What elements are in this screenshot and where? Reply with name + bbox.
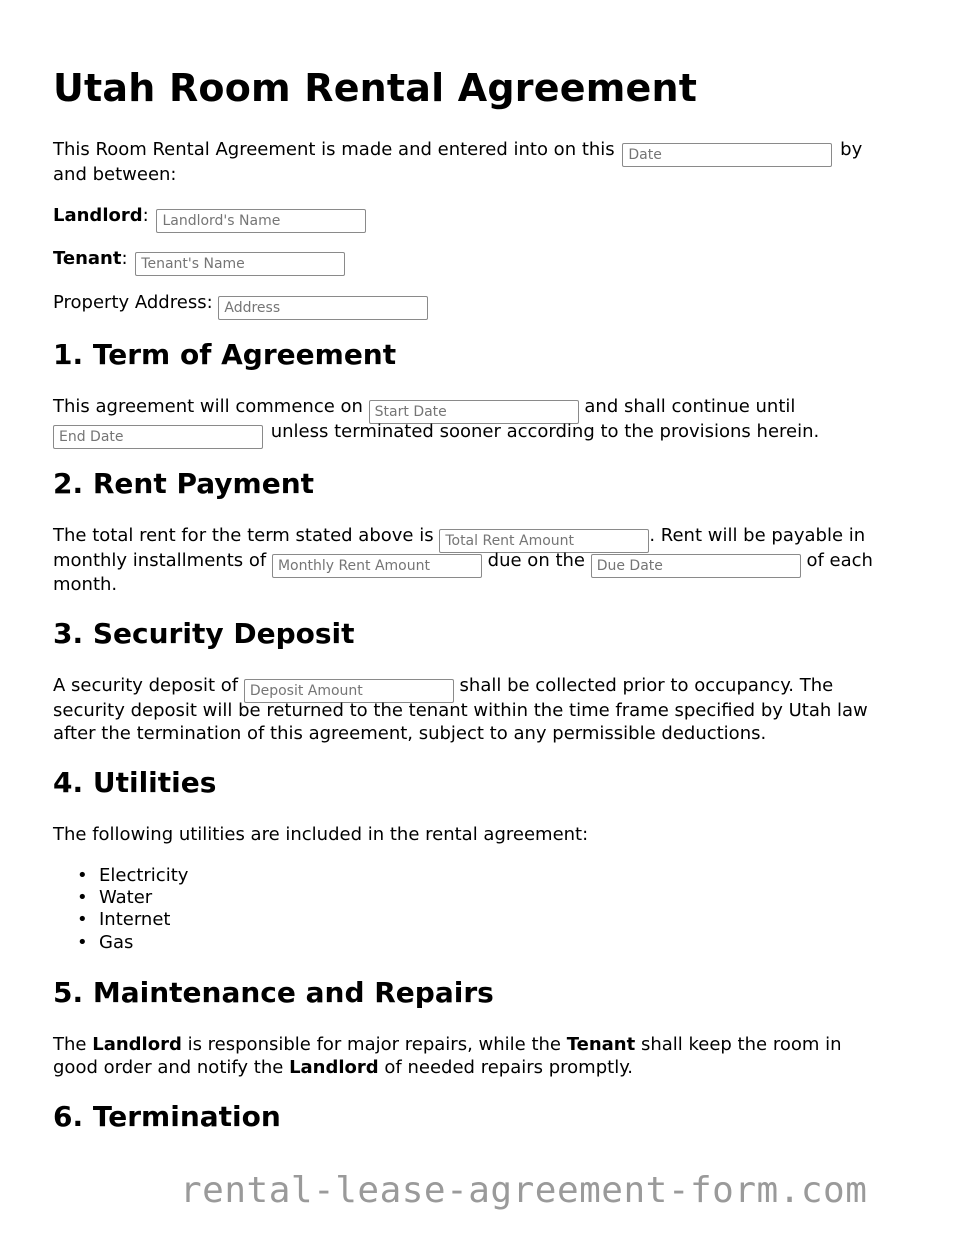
term-text: This agreement will commence on (53, 396, 363, 417)
section-heading-deposit: 3. Security Deposit (53, 617, 355, 650)
section-heading-utilities: 4. Utilities (53, 766, 217, 799)
rent-line-3: month. (53, 574, 118, 595)
utilities-intro: The following utilities are included in the rental agreement: (53, 824, 589, 845)
deposit-line-2: security deposit will be returned to the tenant within the time frame specified by Utah law (53, 700, 868, 721)
intro-line-2: and between: (53, 164, 177, 185)
rent-text-5: of each (806, 550, 873, 571)
tenant-row (53, 247, 345, 276)
due-date-field[interactable] (591, 554, 801, 578)
rent-text-3: monthly installments of (53, 550, 267, 571)
intro-text: This Room Rental Agreement is made and entered into on this (53, 139, 615, 160)
address-field[interactable] (218, 296, 428, 320)
maintenance-tenant: Tenant (566, 1034, 636, 1055)
section-heading-term: 1. Term of Agreement (53, 338, 397, 371)
watermark: rental-lease-agreement-form.com (180, 1170, 868, 1211)
section-heading-maintenance: 5. Maintenance and Repairs (53, 976, 494, 1009)
landlord-name-field[interactable] (156, 209, 366, 233)
landlord-colon: : (142, 205, 149, 226)
section-heading-termination: 6. Termination (53, 1100, 281, 1133)
landlord-label: Landlord (53, 205, 143, 226)
list-item-text: Gas (99, 932, 134, 953)
maintenance-line-2 (53, 1056, 633, 1080)
maintenance-text-3: shall keep the room in (640, 1034, 842, 1055)
section-heading-rent: 2. Rent Payment (53, 467, 315, 500)
deposit-text-2: shall be collected prior to occupancy. The (459, 675, 834, 696)
date-field[interactable] (622, 143, 832, 167)
end-date-field[interactable] (53, 425, 263, 449)
address-label: Property Address: (53, 292, 213, 313)
deposit-line-3: after the termination of this agreement, subject to any permissible deductions. (53, 723, 767, 744)
bullet: • (77, 932, 88, 953)
address-row (53, 291, 428, 320)
term-line-2 (53, 420, 819, 449)
maintenance-text: The (53, 1034, 87, 1055)
maintenance-landlord: Landlord (92, 1034, 182, 1055)
list-item-text: Electricity (99, 865, 189, 886)
bullet: • (77, 865, 88, 886)
bullet: • (77, 909, 88, 930)
maintenance-line-1 (53, 1033, 842, 1057)
rent-text-4: due on the (487, 550, 585, 571)
tenant-colon: : (121, 248, 128, 269)
rent-text: The total rent for the term stated above is (53, 525, 434, 546)
maintenance-text-5: of needed repairs promptly. (384, 1057, 634, 1078)
bullet: • (77, 887, 88, 908)
maintenance-landlord-2: Landlord (289, 1057, 379, 1078)
page-title: Utah Room Rental Agreement (53, 66, 698, 110)
rent-text-2: . Rent will be payable in (649, 525, 866, 546)
tenant-label: Tenant (53, 248, 122, 269)
landlord-row (53, 204, 366, 233)
rent-line-2 (53, 549, 873, 578)
term-text-3: unless terminated sooner according to the provisions herein. (270, 421, 820, 442)
term-text-2: and shall continue until (584, 396, 796, 417)
list-item-text: Water (99, 887, 153, 908)
maintenance-text-2: is responsible for major repairs, while the (187, 1034, 561, 1055)
tenant-name-field[interactable] (135, 252, 345, 276)
intro-text-by: by (840, 139, 863, 160)
list-item-text: Internet (99, 909, 171, 930)
monthly-rent-field[interactable] (272, 554, 482, 578)
maintenance-text-4: good order and notify the (53, 1057, 284, 1078)
deposit-text: A security deposit of (53, 675, 239, 696)
